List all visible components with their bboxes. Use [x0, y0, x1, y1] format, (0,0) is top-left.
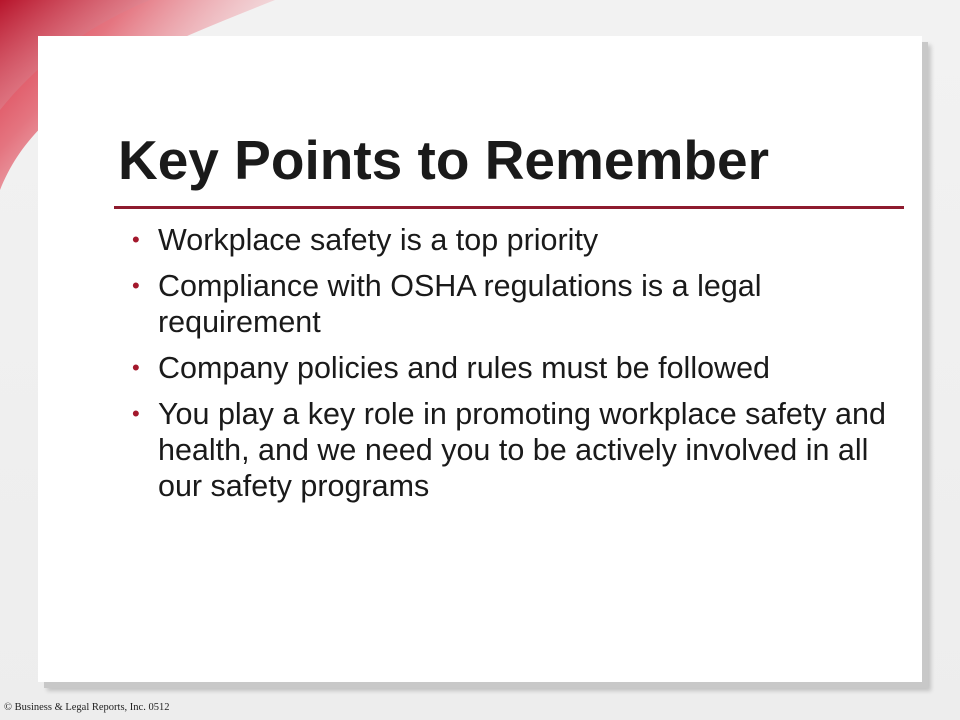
bullet-dot-icon: •	[132, 401, 140, 426]
slide-title: Key Points to Remember	[118, 129, 770, 191]
bullet-text: Workplace safety is a top priority	[158, 223, 599, 257]
bullet-dot-icon: •	[132, 273, 140, 298]
bullet-dot-icon: •	[132, 355, 140, 380]
bullet-item	[132, 222, 892, 258]
bullet-text: Company policies and rules must be followed	[158, 351, 771, 385]
bullet-item	[132, 268, 892, 340]
title-underline	[114, 206, 904, 209]
bullet-text: Compliance with OSHA regulations is a legal requirement	[158, 269, 762, 339]
bullet-dot-icon: •	[132, 227, 140, 252]
copyright-footer: © Business & Legal Reports, Inc. 0512	[4, 702, 170, 713]
bullet-item	[132, 396, 892, 504]
bullet-item	[132, 350, 892, 386]
bullet-text: You play a key role in promoting workplace safety and health, and we need you to be actively involved in all our safety programs	[158, 397, 886, 503]
bullet-list	[132, 222, 892, 514]
